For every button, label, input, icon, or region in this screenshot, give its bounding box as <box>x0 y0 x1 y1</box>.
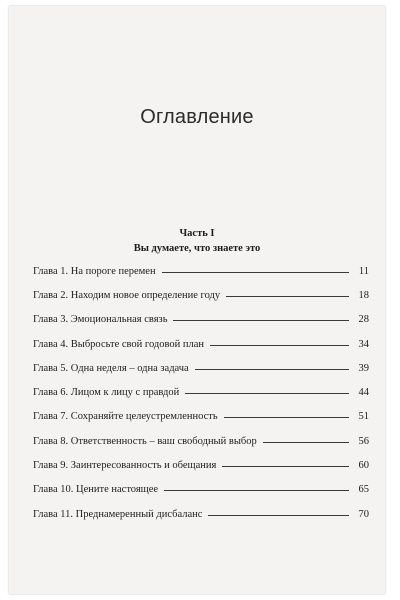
leader-line <box>164 490 349 491</box>
toc-row-chapter-11 <box>33 502 369 526</box>
page-number: 70 <box>358 508 369 520</box>
page-number: 44 <box>358 387 369 399</box>
toc-row-chapter-3 <box>33 308 369 332</box>
leader-line <box>263 442 349 443</box>
page-number: 34 <box>358 338 369 350</box>
leader-line <box>222 466 349 467</box>
page-number: 65 <box>358 484 369 496</box>
toc-row-chapter-7 <box>33 405 369 429</box>
chapter-label: Глава 2. Находим новое определение году <box>33 289 221 301</box>
part-heading: Часть I <box>179 228 215 239</box>
leader-line <box>208 515 349 516</box>
page-number: 51 <box>358 411 369 423</box>
page-number: 60 <box>358 460 369 472</box>
leader-line <box>224 417 349 418</box>
toc-row-chapter-10 <box>33 478 369 502</box>
page-number: 39 <box>358 362 369 374</box>
toc-row-chapter-8 <box>33 429 369 453</box>
toc-row-chapter-6 <box>33 380 369 404</box>
page-number: 18 <box>358 289 369 301</box>
leader-line <box>210 345 349 346</box>
page-number: 28 <box>358 314 369 326</box>
chapter-label: Глава 6. Лицом к лицу с правдой <box>33 387 180 399</box>
page-title: Оглавление <box>140 106 254 128</box>
page-number: 56 <box>358 435 369 447</box>
toc-row-chapter-1 <box>33 259 369 283</box>
leader-line <box>195 369 349 370</box>
toc-row-chapter-2 <box>33 283 369 307</box>
leader-line <box>185 393 349 394</box>
leader-line <box>162 272 349 273</box>
part-subtitle: Вы думаете, что знаете это <box>133 243 261 254</box>
chapter-label: Глава 3. Эмоциональная связь <box>33 314 168 326</box>
leader-line <box>173 320 349 321</box>
chapter-label: Глава 7. Сохраняйте целеустремленность <box>33 411 218 423</box>
chapter-label: Глава 5. Одна неделя – одна задача <box>33 362 189 374</box>
toc-list <box>33 259 369 526</box>
book-page <box>9 6 385 594</box>
page-number: 11 <box>358 265 369 277</box>
chapter-label: Глава 10. Цените настоящее <box>33 484 159 496</box>
chapter-label: Глава 8. Ответственность – ваш свободный выбор <box>33 435 257 447</box>
chapter-label: Глава 1. На пороге перемен <box>33 265 156 277</box>
leader-line <box>226 296 349 297</box>
chapter-label: Глава 11. Преднамеренный дисбаланс <box>33 508 203 520</box>
toc-row-chapter-4 <box>33 332 369 356</box>
chapter-label: Глава 9. Заинтересованность и обещания <box>33 460 217 472</box>
toc-row-chapter-9 <box>33 453 369 477</box>
toc-row-chapter-5 <box>33 356 369 380</box>
chapter-label: Глава 4. Выбросьте свой годовой план <box>33 338 205 350</box>
